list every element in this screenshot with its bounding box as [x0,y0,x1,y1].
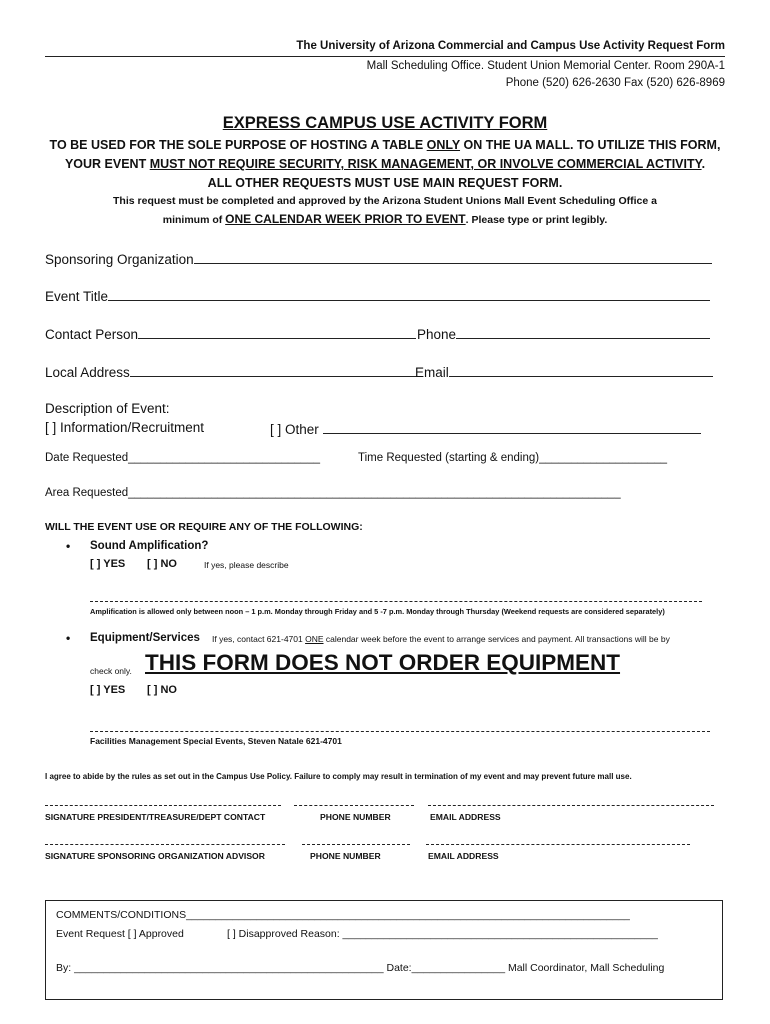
date-requested-field[interactable]: Date Requested______________________________ [45,452,320,464]
phone-contact-label: PHONE NUMBER [320,812,391,822]
phone-contact-line[interactable] [294,805,414,806]
phone-advisor-label: PHONE NUMBER [310,851,381,861]
no-equipment-notice: THIS FORM DOES NOT ORDER EQUIPMENT [145,650,621,675]
sound-describe-label: If yes, please describe [204,560,289,570]
area-requested-field[interactable]: Area Requested_____________________________________________________________________________ [45,487,621,499]
instruction-line-1: TO BE USED FOR THE SOLE PURPOSE OF HOSTING A TABLE ONLY ON THE UA MALL. TO UTILIZE THIS FORM, [49,138,721,152]
info-recruitment-checkbox[interactable]: [ ] Information/Recruitment [45,420,205,435]
sound-amplification-label: Sound Amplification? [90,540,209,552]
other-checkbox[interactable]: [ ] Other [270,420,701,437]
phone-field[interactable]: Phone [417,325,710,342]
equipment-description-line[interactable] [90,731,710,732]
email-field[interactable]: Email [415,363,713,380]
approval-signature-field[interactable]: By: _____________________________________________________ Date:________________ Mall Coordinator, Mall Scheduling [56,962,665,974]
sound-yes-checkbox[interactable]: [ ] YES [90,558,126,570]
form-institution-title: The University of Arizona Commercial and Campus Use Activity Request Form [296,40,725,52]
contact-person-field[interactable]: Contact Person [45,325,416,342]
disapproved-checkbox[interactable]: [ ] Disapproved Reason: ______________________________________________________ [227,928,658,940]
email-advisor-label: EMAIL ADDRESS [428,851,499,861]
instruction-line-5: minimum of ONE CALENDAR WEEK PRIOR TO EVENT. Please type or print legibly. [162,212,608,226]
equipment-note: If yes, contact 621-4701 ONE calendar week before the event to arrange services and payment. All transactions will be by [212,634,670,644]
signature-advisor-label: SIGNATURE SPONSORING ORGANIZATION ADVISOR [45,851,265,861]
sponsoring-org-field[interactable]: Sponsoring Organization [45,250,712,267]
instruction-line-2: YOUR EVENT MUST NOT REQUIRE SECURITY, RISK MANAGEMENT, OR INVOLVE COMMERCIAL ACTIVITY. [64,157,706,171]
sound-description-line[interactable] [90,601,702,602]
facilities-contact: Facilities Management Special Events, Steven Natale 621-4701 [90,736,342,746]
equipment-yes-checkbox[interactable]: [ ] YES [90,684,126,696]
header-divider [45,56,725,57]
bullet-sound: • [66,539,71,553]
signature-contact-line[interactable] [45,805,281,806]
phone-advisor-line[interactable] [302,844,410,845]
approved-checkbox[interactable]: Event Request [ ] Approved [56,928,184,940]
instruction-line-4: This request must be completed and approved by the Arizona Student Unions Mall Event Scheduling Office a [113,195,657,207]
time-requested-field[interactable]: Time Requested (starting & ending)____________________ [358,452,668,464]
check-only-label: check only. [90,666,132,676]
requirements-heading: WILL THE EVENT USE OR REQUIRE ANY OF THE FOLLOWING: [45,521,363,533]
instruction-line-3: ALL OTHER REQUESTS MUST USE MAIN REQUEST FORM. [207,176,563,190]
office-phone: Phone (520) 626-2630 Fax (520) 626-8969 [505,77,725,89]
email-contact-line[interactable] [428,805,714,806]
sound-no-checkbox[interactable]: [ ] NO [147,558,177,570]
email-advisor-line[interactable] [426,844,690,845]
comments-field[interactable]: COMMENTS/CONDITIONS____________________________________________________________________________ [56,909,630,921]
signature-contact-label: SIGNATURE PRESIDENT/TREASURE/DEPT CONTACT [45,812,266,822]
agreement-statement: I agree to abide by the rules as set out in the Campus Use Policy. Failure to comply may result in termination of my event and may prevent future mall use. [45,772,632,781]
email-contact-label: EMAIL ADDRESS [430,812,501,822]
equipment-no-checkbox[interactable]: [ ] NO [147,684,177,696]
local-address-field[interactable]: Local Address [45,363,417,380]
signature-advisor-line[interactable] [45,844,285,845]
equipment-services-label: Equipment/Services [90,632,200,644]
office-address: Mall Scheduling Office. Student Union Memorial Center. Room 290A-1 [366,60,725,72]
amplification-note: Amplification is allowed only between noon – 1 p.m. Monday through Friday and 5 -7 p.m. Monday through Thursday (Weekend requests are considered separately) [90,607,665,616]
bullet-equipment: • [66,631,71,645]
description-label: Description of Event: [45,401,170,416]
page-title: EXPRESS CAMPUS USE ACTIVITY FORM [222,114,548,132]
event-title-field[interactable]: Event Title [45,287,710,304]
